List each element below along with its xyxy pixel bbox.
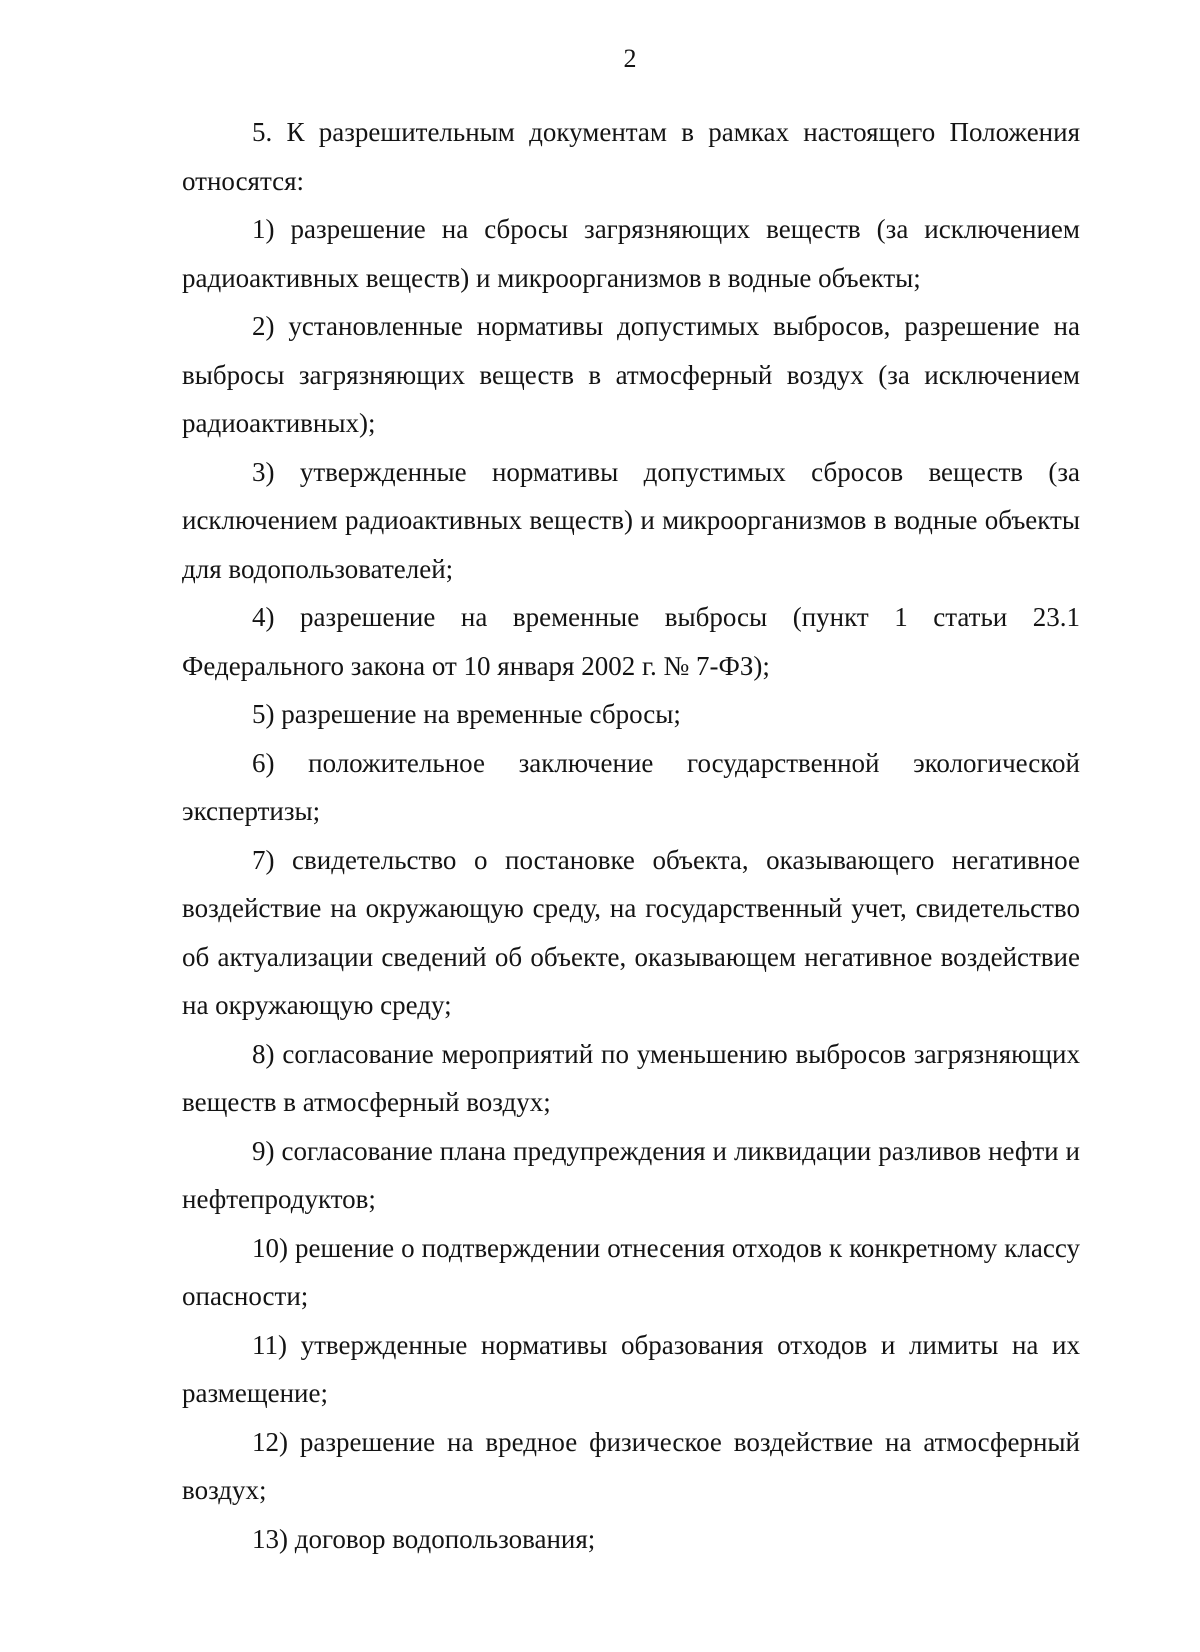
list-item-7: 7) свидетельство о постановке объекта, оказывающего негативное воздействие на окружающую среду, на государственный учет, свидетельство об актуализации сведений об объекте, оказывающем негативное воздействие на окружающую среду; — [182, 844, 1080, 1020]
list-item-1: 1) разрешение на сбросы загрязняющих веществ (за исключением радиоактивных веществ) и микроорганизмов в водные объекты; — [182, 214, 1080, 293]
list-item-8: 8) согласование мероприятий по уменьшению выбросов загрязняющих веществ в атмосферный воздух; — [182, 1038, 1080, 1117]
list-item-6: 6) положительное заключение государственной экологической экспертизы; — [182, 747, 1080, 826]
list-item-4: 4) разрешение на временные выбросы (пункт 1 статьи 23.1 Федерального закона от 10 января 2002 г. № 7-ФЗ); — [182, 602, 1080, 681]
list-item-10: 10) решение о подтверждении отнесения отходов к конкретному классу опасности; — [182, 1232, 1080, 1311]
list-item-12: 12) разрешение на вредное физическое воздействие на атмосферный воздух; — [182, 1426, 1080, 1505]
paragraph-clause-5: 5. К разрешительным документам в рамках настоящего Положения относятся: — [182, 117, 1080, 196]
list-item-3: 3) утвержденные нормативы допустимых сбросов веществ (за исключением радиоактивных веществ) и микроорганизмов в водные объекты для водопользователей; — [182, 456, 1080, 584]
document-body — [182, 108, 1080, 1563]
list-item-11: 11) утвержденные нормативы образования отходов и лимиты на их размещение; — [182, 1329, 1080, 1408]
page-number: 2 — [623, 44, 637, 73]
list-item-13: 13) договор водопользования; — [252, 1523, 596, 1554]
list-item-5: 5) разрешение на временные сбросы; — [252, 699, 681, 729]
list-item-2: 2) установленные нормативы допустимых выбросов, разрешение на выбросы загрязняющих веществ в атмосферный воздух (за исключением радиоактивных); — [182, 311, 1080, 438]
list-item-9: 9) согласование плана предупреждения и ликвидации разливов нефти и нефтепродуктов; — [182, 1135, 1080, 1214]
